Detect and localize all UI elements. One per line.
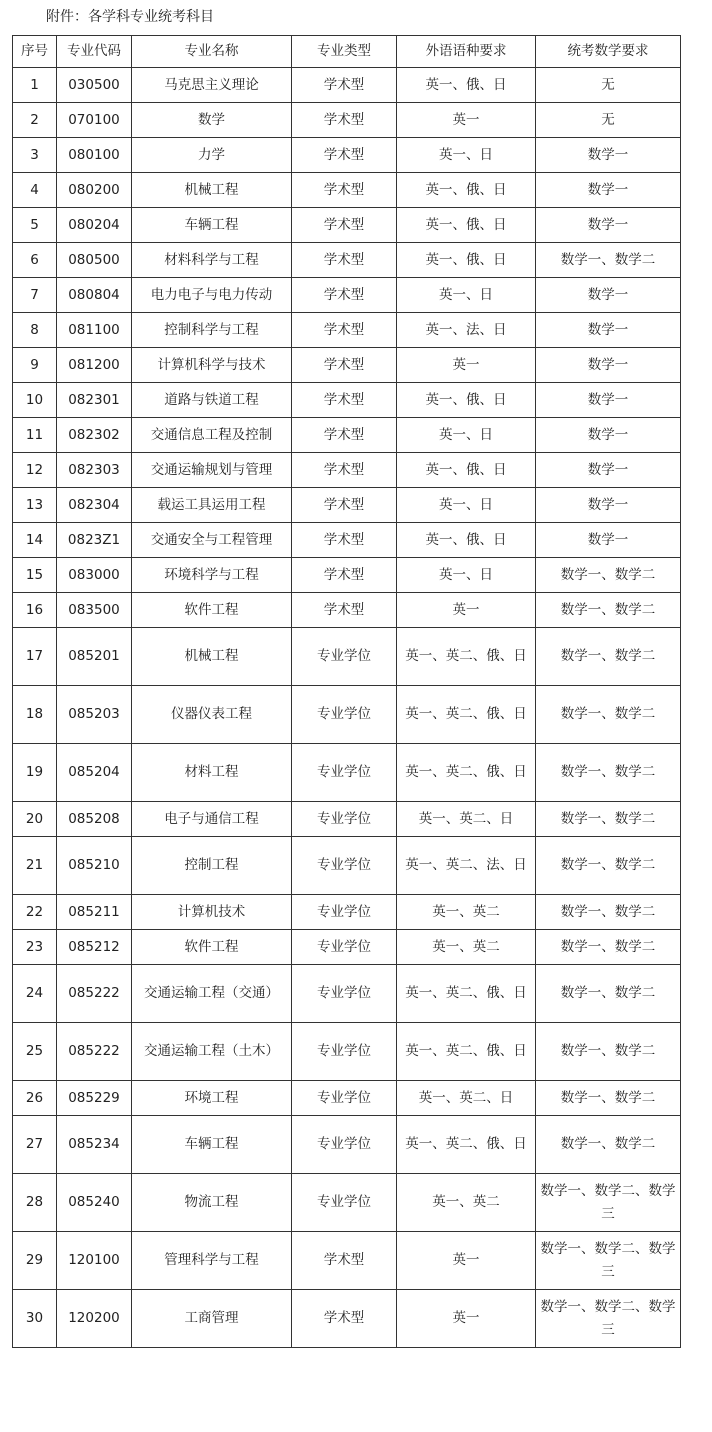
cell-math: 数学一 <box>536 383 681 418</box>
cell-math: 数学一 <box>536 208 681 243</box>
cell-type: 学术型 <box>292 453 397 488</box>
cell-math: 数学一 <box>536 313 681 348</box>
cell-name: 仪器仪表工程 <box>132 686 292 744</box>
cell-language: 英一、英二、俄、日 <box>397 628 536 686</box>
cell-name: 车辆工程 <box>132 1116 292 1174</box>
cell-type: 学术型 <box>292 523 397 558</box>
cell-math: 数学一 <box>536 453 681 488</box>
table-row <box>13 278 681 313</box>
cell-name: 车辆工程 <box>132 208 292 243</box>
cell-math: 数学一、数学二、数学三 <box>536 1290 681 1348</box>
table-row <box>13 138 681 173</box>
cell-code: 030500 <box>57 68 132 103</box>
cell-index: 12 <box>13 453 57 488</box>
cell-math: 数学一 <box>536 173 681 208</box>
table-row <box>13 488 681 523</box>
cell-type: 学术型 <box>292 348 397 383</box>
cell-code: 081100 <box>57 313 132 348</box>
table-row <box>13 313 681 348</box>
cell-index: 20 <box>13 802 57 837</box>
cell-code: 085212 <box>57 930 132 965</box>
cell-code: 080500 <box>57 243 132 278</box>
cell-code: 082303 <box>57 453 132 488</box>
table-row <box>13 744 681 802</box>
cell-math: 数学一、数学二 <box>536 593 681 628</box>
cell-math: 数学一、数学二 <box>536 930 681 965</box>
cell-language: 英一、日 <box>397 488 536 523</box>
cell-language: 英一、俄、日 <box>397 243 536 278</box>
cell-index: 18 <box>13 686 57 744</box>
cell-code: 085210 <box>57 837 132 895</box>
table-row <box>13 837 681 895</box>
table-row <box>13 1232 681 1290</box>
cell-name: 马克思主义理论 <box>132 68 292 103</box>
cell-code: 080204 <box>57 208 132 243</box>
table-row <box>13 930 681 965</box>
page-caption: 附件：各学科专业统考科目 <box>46 9 214 25</box>
cell-name: 计算机科学与技术 <box>132 348 292 383</box>
cell-index: 5 <box>13 208 57 243</box>
cell-name: 机械工程 <box>132 173 292 208</box>
cell-type: 专业学位 <box>292 837 397 895</box>
cell-language: 英一、英二、俄、日 <box>397 744 536 802</box>
cell-index: 25 <box>13 1023 57 1081</box>
cell-index: 17 <box>13 628 57 686</box>
cell-math: 数学一 <box>536 488 681 523</box>
cell-name: 交通运输规划与管理 <box>132 453 292 488</box>
cell-name: 软件工程 <box>132 593 292 628</box>
cell-language: 英一、法、日 <box>397 313 536 348</box>
cell-index: 9 <box>13 348 57 383</box>
cell-index: 26 <box>13 1081 57 1116</box>
cell-language: 英一、日 <box>397 278 536 313</box>
cell-math: 数学一、数学二 <box>536 628 681 686</box>
cell-type: 学术型 <box>292 173 397 208</box>
cell-code: 082301 <box>57 383 132 418</box>
cell-type: 学术型 <box>292 278 397 313</box>
cell-language: 英一、英二、俄、日 <box>397 1023 536 1081</box>
cell-index: 8 <box>13 313 57 348</box>
cell-type: 学术型 <box>292 1232 397 1290</box>
cell-type: 学术型 <box>292 138 397 173</box>
cell-type: 学术型 <box>292 593 397 628</box>
cell-math: 数学一、数学二 <box>536 243 681 278</box>
table-row <box>13 558 681 593</box>
cell-name: 材料科学与工程 <box>132 243 292 278</box>
cell-type: 专业学位 <box>292 802 397 837</box>
cell-type: 专业学位 <box>292 686 397 744</box>
cell-math: 数学一、数学二 <box>536 1023 681 1081</box>
cell-index: 21 <box>13 837 57 895</box>
cell-language: 英一、日 <box>397 138 536 173</box>
cell-language: 英一、俄、日 <box>397 523 536 558</box>
cell-language: 英一、英二、日 <box>397 802 536 837</box>
cell-language: 英一、日 <box>397 558 536 593</box>
header-index: 序号 <box>13 36 57 68</box>
cell-type: 专业学位 <box>292 965 397 1023</box>
table-row <box>13 965 681 1023</box>
cell-language: 英一、英二、俄、日 <box>397 686 536 744</box>
cell-index: 28 <box>13 1174 57 1232</box>
cell-code: 085208 <box>57 802 132 837</box>
cell-math: 数学一、数学二、数学三 <box>536 1174 681 1232</box>
cell-name: 控制工程 <box>132 837 292 895</box>
cell-index: 2 <box>13 103 57 138</box>
cell-math: 数学一、数学二 <box>536 965 681 1023</box>
table-row <box>13 68 681 103</box>
cell-name: 交通安全与工程管理 <box>132 523 292 558</box>
cell-math: 数学一 <box>536 348 681 383</box>
cell-type: 专业学位 <box>292 930 397 965</box>
cell-code: 120100 <box>57 1232 132 1290</box>
cell-index: 23 <box>13 930 57 965</box>
cell-index: 16 <box>13 593 57 628</box>
cell-code: 082304 <box>57 488 132 523</box>
cell-type: 学术型 <box>292 488 397 523</box>
header-code: 专业代码 <box>57 36 132 68</box>
cell-math: 数学一、数学二 <box>536 1116 681 1174</box>
cell-language: 英一 <box>397 593 536 628</box>
cell-language: 英一、日 <box>397 418 536 453</box>
table-row <box>13 453 681 488</box>
table-row <box>13 523 681 558</box>
cell-index: 6 <box>13 243 57 278</box>
cell-code: 085240 <box>57 1174 132 1232</box>
cell-index: 7 <box>13 278 57 313</box>
cell-code: 085204 <box>57 744 132 802</box>
cell-type: 专业学位 <box>292 1174 397 1232</box>
cell-code: 083500 <box>57 593 132 628</box>
cell-math: 数学一、数学二 <box>536 744 681 802</box>
table-row <box>13 418 681 453</box>
cell-type: 学术型 <box>292 208 397 243</box>
cell-math: 数学一、数学二 <box>536 895 681 930</box>
header-math: 统考数学要求 <box>536 36 681 68</box>
cell-code: 083000 <box>57 558 132 593</box>
cell-language: 英一、俄、日 <box>397 383 536 418</box>
cell-index: 10 <box>13 383 57 418</box>
cell-type: 专业学位 <box>292 1023 397 1081</box>
cell-type: 专业学位 <box>292 895 397 930</box>
cell-language: 英一、俄、日 <box>397 208 536 243</box>
cell-math: 数学一、数学二 <box>536 837 681 895</box>
cell-type: 学术型 <box>292 68 397 103</box>
cell-math: 数学一 <box>536 418 681 453</box>
cell-name: 工商管理 <box>132 1290 292 1348</box>
cell-language: 英一 <box>397 1232 536 1290</box>
cell-index: 1 <box>13 68 57 103</box>
cell-index: 29 <box>13 1232 57 1290</box>
cell-type: 学术型 <box>292 558 397 593</box>
cell-math: 数学一、数学二 <box>536 558 681 593</box>
cell-code: 085203 <box>57 686 132 744</box>
header-name: 专业名称 <box>132 36 292 68</box>
cell-name: 载运工具运用工程 <box>132 488 292 523</box>
cell-name: 计算机技术 <box>132 895 292 930</box>
table-row <box>13 208 681 243</box>
cell-type: 专业学位 <box>292 1081 397 1116</box>
table-row <box>13 243 681 278</box>
cell-index: 30 <box>13 1290 57 1348</box>
cell-language: 英一、英二、俄、日 <box>397 1116 536 1174</box>
table-row <box>13 1174 681 1232</box>
cell-language: 英一、英二 <box>397 930 536 965</box>
table-row <box>13 1023 681 1081</box>
table-row <box>13 103 681 138</box>
cell-code: 085234 <box>57 1116 132 1174</box>
cell-name: 控制科学与工程 <box>132 313 292 348</box>
cell-language: 英一、英二 <box>397 895 536 930</box>
cell-index: 24 <box>13 965 57 1023</box>
cell-language: 英一、英二、日 <box>397 1081 536 1116</box>
cell-language: 英一、俄、日 <box>397 173 536 208</box>
header-type: 专业类型 <box>292 36 397 68</box>
table-row <box>13 1116 681 1174</box>
table-row <box>13 628 681 686</box>
cell-type: 学术型 <box>292 1290 397 1348</box>
cell-code: 085201 <box>57 628 132 686</box>
table-row <box>13 348 681 383</box>
cell-math: 数学一、数学二 <box>536 686 681 744</box>
cell-name: 管理科学与工程 <box>132 1232 292 1290</box>
cell-index: 27 <box>13 1116 57 1174</box>
cell-language: 英一 <box>397 348 536 383</box>
cell-name: 物流工程 <box>132 1174 292 1232</box>
cell-code: 085222 <box>57 1023 132 1081</box>
cell-type: 学术型 <box>292 418 397 453</box>
cell-index: 19 <box>13 744 57 802</box>
cell-name: 交通运输工程（土木） <box>132 1023 292 1081</box>
table-row <box>13 802 681 837</box>
cell-language: 英一、英二、俄、日 <box>397 965 536 1023</box>
cell-name: 机械工程 <box>132 628 292 686</box>
cell-name: 力学 <box>132 138 292 173</box>
header-language: 外语语种要求 <box>397 36 536 68</box>
cell-type: 专业学位 <box>292 1116 397 1174</box>
table-row <box>13 1081 681 1116</box>
cell-math: 无 <box>536 103 681 138</box>
cell-code: 085229 <box>57 1081 132 1116</box>
cell-index: 4 <box>13 173 57 208</box>
cell-type: 学术型 <box>292 243 397 278</box>
cell-index: 22 <box>13 895 57 930</box>
cell-code: 070100 <box>57 103 132 138</box>
cell-index: 3 <box>13 138 57 173</box>
cell-name: 交通信息工程及控制 <box>132 418 292 453</box>
cell-type: 专业学位 <box>292 744 397 802</box>
table-row <box>13 686 681 744</box>
cell-code: 120200 <box>57 1290 132 1348</box>
cell-type: 专业学位 <box>292 628 397 686</box>
cell-code: 0823Z1 <box>57 523 132 558</box>
cell-math: 无 <box>536 68 681 103</box>
cell-index: 13 <box>13 488 57 523</box>
cell-code: 080100 <box>57 138 132 173</box>
cell-name: 环境科学与工程 <box>132 558 292 593</box>
cell-type: 学术型 <box>292 383 397 418</box>
table-row <box>13 895 681 930</box>
cell-code: 080804 <box>57 278 132 313</box>
cell-code: 082302 <box>57 418 132 453</box>
cell-math: 数学一 <box>536 278 681 313</box>
cell-name: 数学 <box>132 103 292 138</box>
table-row <box>13 383 681 418</box>
cell-code: 085222 <box>57 965 132 1023</box>
cell-math: 数学一、数学二 <box>536 1081 681 1116</box>
cell-index: 15 <box>13 558 57 593</box>
cell-name: 道路与铁道工程 <box>132 383 292 418</box>
cell-name: 交通运输工程（交通） <box>132 965 292 1023</box>
cell-code: 081200 <box>57 348 132 383</box>
cell-name: 环境工程 <box>132 1081 292 1116</box>
cell-language: 英一 <box>397 103 536 138</box>
cell-name: 电力电子与电力传动 <box>132 278 292 313</box>
cell-math: 数学一、数学二、数学三 <box>536 1232 681 1290</box>
table-row <box>13 1290 681 1348</box>
cell-name: 软件工程 <box>132 930 292 965</box>
cell-code: 085211 <box>57 895 132 930</box>
cell-math: 数学一、数学二 <box>536 802 681 837</box>
cell-math: 数学一 <box>536 523 681 558</box>
table-row <box>13 173 681 208</box>
cell-language: 英一、英二、法、日 <box>397 837 536 895</box>
cell-math: 数学一 <box>536 138 681 173</box>
cell-language: 英一、英二 <box>397 1174 536 1232</box>
cell-language: 英一、俄、日 <box>397 68 536 103</box>
cell-language: 英一、俄、日 <box>397 453 536 488</box>
table-row <box>13 593 681 628</box>
cell-index: 11 <box>13 418 57 453</box>
cell-code: 080200 <box>57 173 132 208</box>
cell-name: 材料工程 <box>132 744 292 802</box>
cell-type: 学术型 <box>292 313 397 348</box>
cell-index: 14 <box>13 523 57 558</box>
header-row <box>13 36 681 68</box>
cell-name: 电子与通信工程 <box>132 802 292 837</box>
subjects-table <box>12 35 681 1348</box>
cell-language: 英一 <box>397 1290 536 1348</box>
cell-type: 学术型 <box>292 103 397 138</box>
